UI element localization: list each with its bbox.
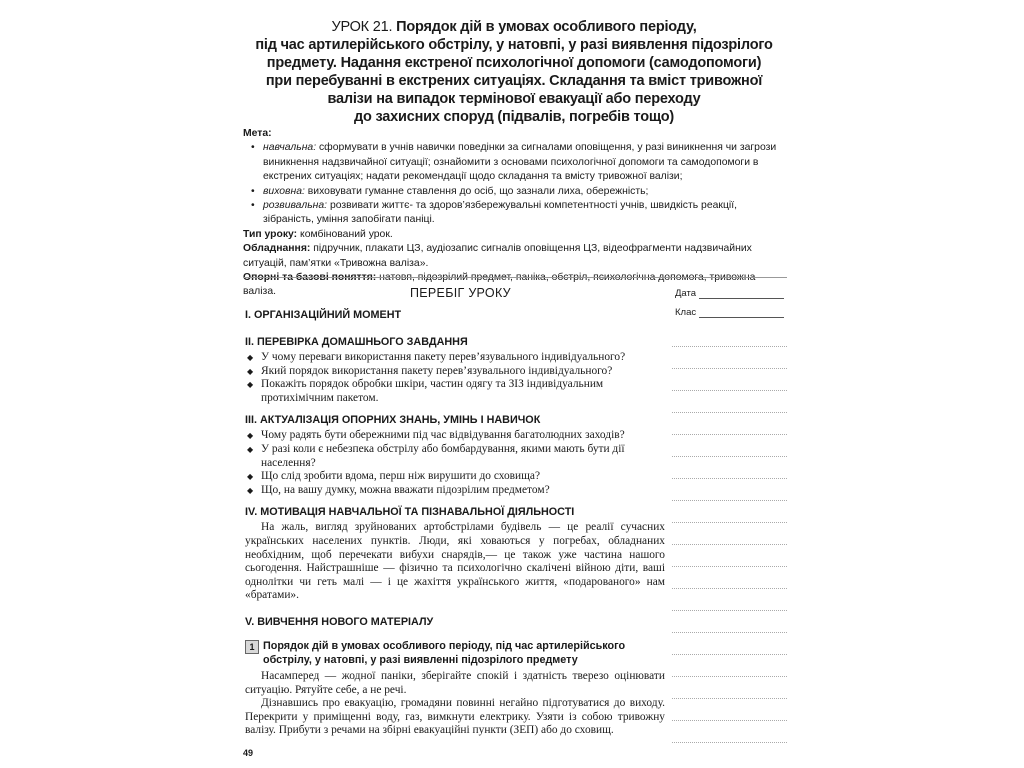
paragraph: Насамперед — жодної паніки, зберігайте спокій і здатність тверезо оцінювати ситуацію. Рятуйте себе, а не речі.: [245, 669, 665, 696]
section-actualization: III. АКТУАЛІЗАЦІЯ ОПОРНИХ ЗНАНЬ, УМІНЬ І НАВИЧОК: [245, 414, 541, 427]
notes-line: [672, 697, 787, 699]
list-item: ◆ Що слід зробити вдома, перш ніж вирушити до сховища?: [245, 470, 665, 484]
notes-line: [672, 631, 787, 633]
list-item: ◆ Що, на вашу думку, можна вважати підозрілим предметом?: [245, 484, 665, 498]
goal-item: • навчальна: сформувати в учнів навички поведінки за сигналами оповіщення, у разі виникнення чи загрози виникнення надзвичайної ситуації; ознайомити з основами психологічної допомоги та самодопомоги в екстрених ситуаціях; надати рекомендації щодо складання та вмісту тривожної валізи;: [243, 141, 788, 184]
title-line-5: валізи на випадок термінової евакуації або переходу: [327, 91, 701, 107]
section-homework: II. ПЕРЕВІРКА ДОМАШНЬОГО ЗАВДАННЯ: [245, 336, 468, 348]
notes-line: [672, 565, 787, 567]
key-concepts: валіза.: [243, 286, 276, 298]
lesson-type: Тип уроку: комбінований урок.: [243, 228, 393, 240]
notes-line: [672, 367, 787, 369]
notes-line: [672, 433, 787, 435]
title-line-3: предмету. Надання екстреної психологічної допомоги (самодопомоги): [266, 55, 762, 71]
goal-item: • розвивальна: розвивати життє- та здоров’язбережувальні компетентності учнів, швидкість реакції, зібраність, уміння запобігати паніці.: [243, 199, 788, 228]
page-number: 49: [243, 748, 254, 758]
title-line-1: Порядок дій в умовах особливого періоду,: [396, 19, 697, 35]
lesson-number: УРОК 21.: [331, 19, 393, 35]
class-field: Клас: [675, 307, 784, 318]
lesson-flow-title: ПЕРЕБІГ УРОКУ: [410, 286, 511, 300]
section-new-material: V. ВИВЧЕННЯ НОВОГО МАТЕРІАЛУ: [245, 615, 434, 628]
notes-line: [672, 719, 787, 721]
lesson-body: [245, 308, 665, 738]
list-item: ◆ Покажіть порядок обробки шкіри, частин одягу та ЗІЗ індивідуальним протихімічним пакетом.: [245, 378, 665, 405]
notes-line: [672, 345, 787, 347]
paragraph: Дізнавшись про евакуацію, громадяни повинні негайно підготуватися до виходу. Перекрити у приміщенні воду, газ, вимкнути електрику. Узяти із собою тривожну валізу. Прибути з речами на збірні евакуаційні пункти (ЗЕП) або до сховищ.: [245, 697, 665, 737]
equipment: Обладнання: підручник, плакати ЦЗ, аудіозапис сигналів оповіщення ЦЗ, відеофрагменти надзвичайних ситуацій, пам’ятки «Тривожна валіза».: [243, 243, 752, 269]
notes-line: [672, 499, 787, 501]
goal-label: Мета:: [243, 128, 272, 139]
notes-line: [672, 455, 787, 457]
goal-item: • виховна: виховувати гуманне ставлення до осіб, що зазнали лиха, обережність;: [243, 185, 788, 199]
motivation-paragraph: На жаль, вигляд зруйнованих артобстрілами будівель — це реалії сучасних українських населених пунктів. Люди, які ховаються у погребах, обладнаних необхідним, щоб перечекати вибухи снарядів,— це також уже частина нашого сьогодення. Найстрашніше — фізично та психологічно скалічені війною діти, ваші однолітки чи геть малі — і це жахіття українського життя, «подарованого» нам «братами».: [245, 521, 665, 602]
section-organizational: I. ОРГАНІЗАЦІЙНИЙ МОМЕНТ: [245, 309, 402, 321]
divider: [243, 277, 787, 278]
notes-line: [672, 675, 787, 677]
notes-line: [672, 543, 787, 545]
notes-line: [672, 521, 787, 523]
list-item: ◆ У чому переваги використання пакету перев’язувального індивідуального?: [245, 351, 665, 365]
notes-line: [672, 609, 787, 611]
subsection-heading: 1 Порядок дій в умовах особливого періоду, під час артилерійського обстрілу, у натовпі, у разі виявленні підозрілого предмету: [245, 639, 665, 667]
lesson-title: [240, 18, 788, 126]
title-line-6: до захисних споруд (підвалів, погребів тощо): [353, 109, 675, 125]
section-motivation: IV. МОТИВАЦІЯ НАВЧАЛЬНОЇ ТА ПІЗНАВАЛЬНОЇ ДІЯЛЬНОСТІ: [245, 506, 575, 519]
date-field: Дата: [675, 288, 784, 299]
notes-line: [672, 741, 787, 743]
notes-line: [672, 587, 787, 589]
notes-line: [672, 411, 787, 413]
list-item: ◆ Чому радять бути обережними під час відвідування багатолюдних заходів?: [245, 429, 665, 443]
title-line-2: під час артилерійського обстрілу, у натовпі, у разі виявлення підозрілого: [255, 37, 773, 53]
notes-line: [672, 389, 787, 391]
notes-line: [672, 477, 787, 479]
subsection-number: 1: [245, 640, 259, 654]
list-item: ◆ У разі коли є небезпека обстрілу або бомбардування, якими мають бути дії населення?: [245, 443, 665, 470]
title-line-4: при перебуванні в екстрених ситуаціях. Складання та вміст тривожної: [265, 73, 763, 89]
list-item: ◆ Який порядок використання пакету перев’язувального індивідуального?: [245, 365, 665, 379]
notes-line: [672, 653, 787, 655]
lesson-meta: [243, 127, 788, 300]
goals-list: [243, 141, 788, 227]
